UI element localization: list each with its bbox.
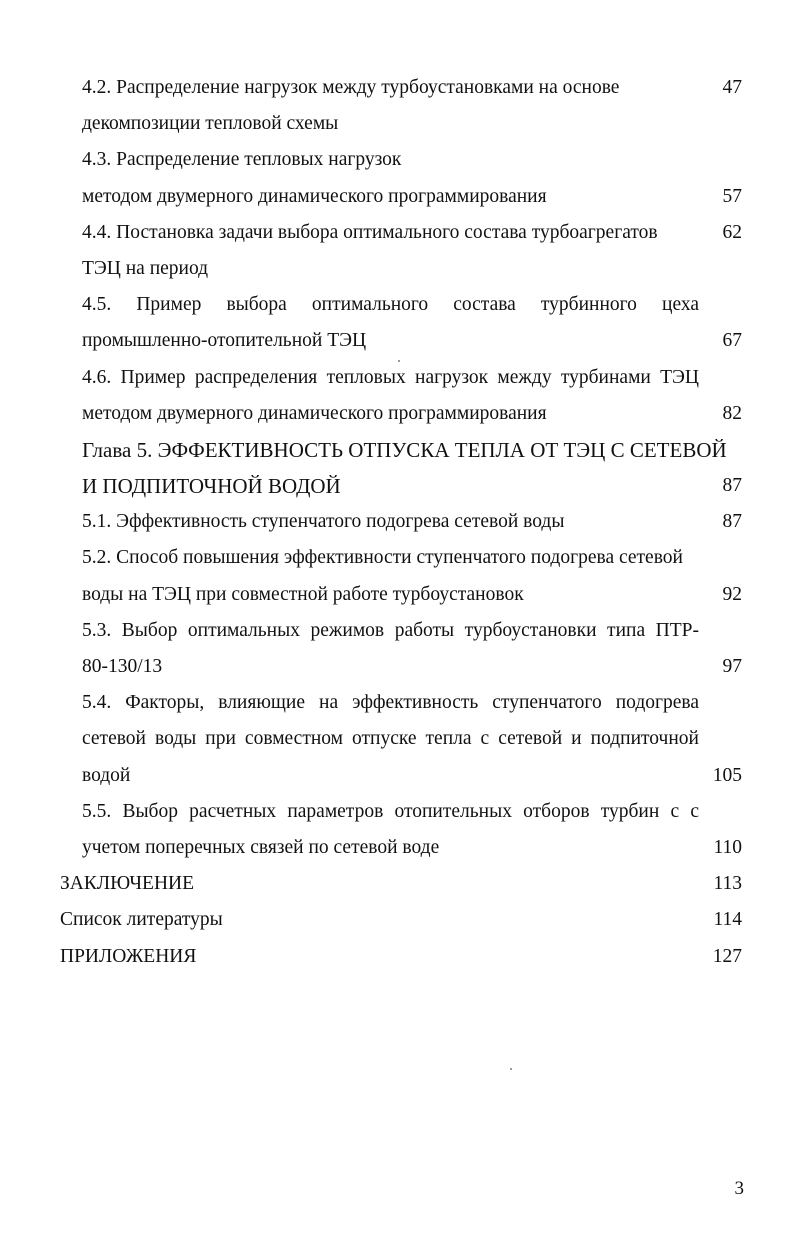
- toc-line: [0, 830, 796, 866]
- toc-line: [0, 323, 796, 359]
- toc-entry-text: 4.4. Постановка задачи выбора оптимального состава турбоагрегатов: [82, 221, 658, 243]
- toc-line: [0, 504, 796, 540]
- toc-entry-text: методом двумерного динамического программирования: [82, 185, 547, 207]
- toc-line: [0, 215, 796, 251]
- toc-line: [0, 721, 796, 757]
- toc-entry-text: учетом поперечных связей по сетевой воде: [82, 836, 440, 858]
- toc-entry-text: сетевой воды при совместном отпуске тепла с сетевой и подпиточной: [82, 728, 699, 750]
- toc-line: [0, 577, 796, 613]
- scan-speck: [510, 1068, 512, 1070]
- toc-line: [0, 360, 796, 396]
- toc-entry-text: 5.2. Способ повышения эффективности ступенчатого подогрева сетевой: [82, 547, 683, 569]
- toc-entry-text: декомпозиции тепловой схемы: [82, 113, 339, 135]
- toc-line: [0, 287, 796, 323]
- toc-entry-text: 4.3. Распределение тепловых нагрузок: [82, 149, 402, 171]
- toc-line: [0, 468, 796, 504]
- toc-entry-page: 114: [713, 909, 742, 931]
- toc-entry-page: 82: [722, 402, 742, 424]
- toc-entry-text: 80-130/13: [82, 656, 163, 677]
- toc-entry-page: 47: [722, 77, 742, 98]
- toc-line: [0, 106, 796, 142]
- toc-entry-text: ТЭЦ на период: [82, 257, 209, 279]
- toc-entry-text: Список литературы: [60, 909, 223, 931]
- toc-entry-page: 105: [712, 764, 742, 786]
- toc-entry-text: 4.2. Распределение нагрузок между турбоустановками на основе: [82, 77, 620, 98]
- toc-entry-page: 127: [712, 945, 742, 967]
- toc-entry-text: 5.3. Выбор оптимальных режимов работы турбоустановки типа ПТР-: [82, 619, 699, 641]
- toc-chapter-title: Глава 5. ЭФФЕКТИВНОСТЬ ОТПУСКА ТЕПЛА ОТ ТЭЦ С СЕТЕВОЙ: [82, 437, 727, 462]
- scan-speck: [398, 360, 400, 362]
- toc-entry-text: методом двумерного динамического программирования: [82, 402, 547, 424]
- toc-line: [0, 142, 796, 178]
- toc-entry-page: 110: [713, 836, 742, 858]
- toc-entry-text: ПРИЛОЖЕНИЯ: [60, 945, 197, 967]
- toc-line: [0, 540, 796, 576]
- toc-line: [0, 866, 796, 902]
- toc-line: [0, 432, 796, 468]
- toc-line: [0, 939, 796, 975]
- toc-entry-text: водой: [82, 764, 131, 786]
- toc-line: [0, 758, 796, 794]
- toc-entry-page: 113: [713, 873, 742, 895]
- toc-entry-text: 5.4. Факторы, влияющие на эффективность ступенчатого подогрева: [82, 692, 699, 714]
- toc-entry-text: промышленно-отопительной ТЭЦ: [82, 330, 367, 352]
- toc-entry-text: 4.5. Пример выбора оптимального состава турбинного цеха: [82, 294, 699, 316]
- toc-line: [0, 902, 796, 938]
- toc-entry-text: 5.1. Эффективность ступенчатого подогрева сетевой воды: [82, 511, 565, 533]
- toc-line: [0, 649, 796, 685]
- toc-line: [0, 179, 796, 215]
- toc-entry-page: 87: [722, 511, 742, 533]
- toc-entry-text: 4.6. Пример распределения тепловых нагрузок между турбинами ТЭЦ: [82, 366, 699, 388]
- toc-entry-text: воды на ТЭЦ при совместной работе турбоустановок: [82, 583, 524, 605]
- toc-entry-text: 5.5. Выбор расчетных параметров отопительных отборов турбин с с: [82, 800, 699, 822]
- toc-entry-page: 57: [722, 185, 742, 207]
- toc-chapter-title: И ПОДПИТОЧНОЙ ВОДОЙ: [82, 474, 341, 499]
- toc-line: [0, 794, 796, 830]
- toc-line: [0, 396, 796, 432]
- toc-entry-page: 92: [722, 583, 742, 605]
- toc-entry-page: 67: [722, 330, 742, 352]
- toc-entry-text: ЗАКЛЮЧЕНИЕ: [60, 873, 195, 895]
- toc-entry-page: 62: [722, 221, 742, 243]
- page-number: 3: [734, 1178, 744, 1199]
- toc-line: [0, 685, 796, 721]
- toc-line: [0, 251, 796, 287]
- table-of-contents: [0, 70, 796, 975]
- toc-line: [0, 70, 796, 106]
- toc-line: [0, 613, 796, 649]
- toc-entry-page: 97: [722, 656, 742, 677]
- toc-entry-page: 87: [722, 475, 742, 497]
